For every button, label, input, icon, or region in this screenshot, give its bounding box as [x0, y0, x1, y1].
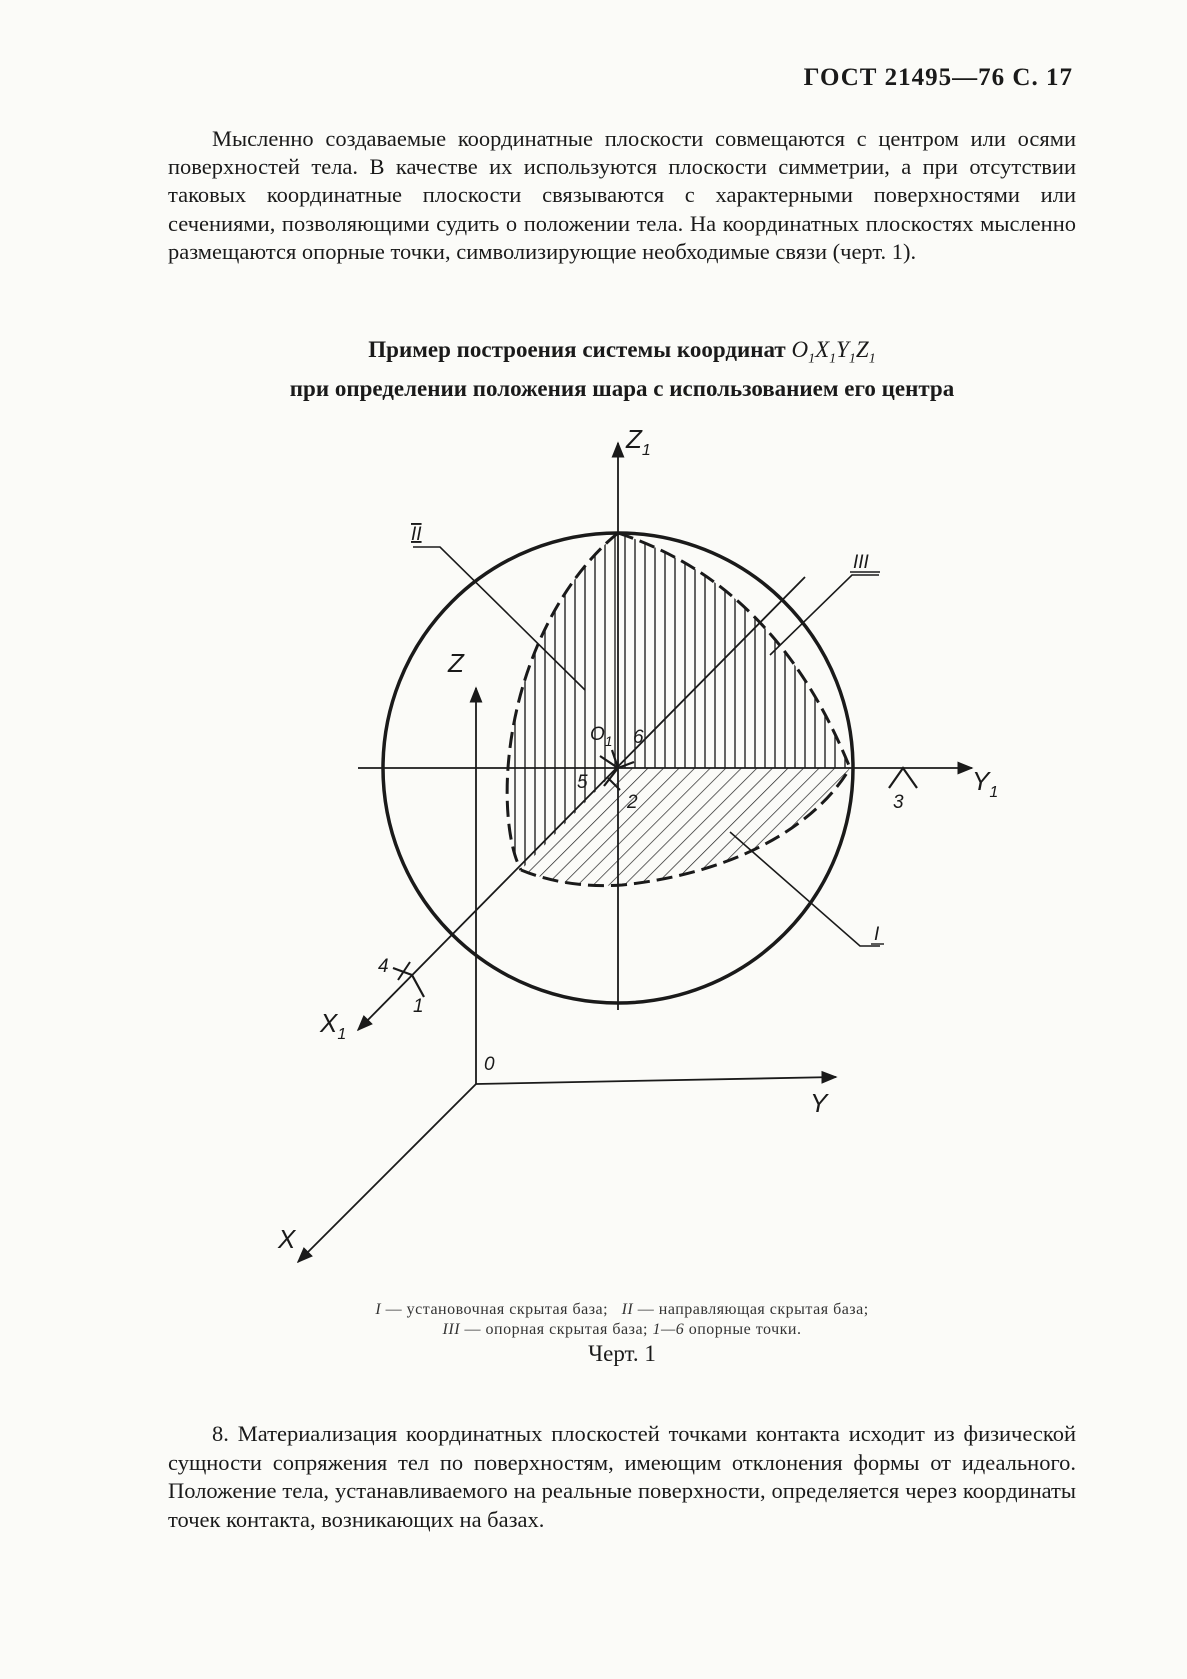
figure-caption: Черт. 1	[588, 1341, 656, 1366]
label-x: X	[278, 1224, 296, 1254]
label-roman-i: I	[874, 924, 880, 945]
label-roman-iii: III	[853, 552, 869, 573]
label-point-4: 4	[378, 956, 389, 977]
label-z1: $Z_1$	[626, 424, 651, 459]
label-point-1: 1	[413, 996, 424, 1017]
label-x1: $X_1$	[320, 1008, 347, 1043]
label-y: Y	[810, 1088, 828, 1118]
label-roman-ii: II	[411, 524, 422, 545]
axis-x	[298, 1084, 476, 1262]
label-z: Z	[448, 648, 464, 678]
page-header: ГОСТ 21495—76 С. 17	[803, 64, 1073, 91]
paragraph-section-8: 8. Материализация координатных плоскостей точками контакта исходит из физической сущности сопряжения тел по поверхностям, имеющим отклонения формы от идеального. Положение тела, устанавливаемого на реальные поверхности, определяется через координаты точек контакта, возникающих на базах.	[168, 1421, 1076, 1532]
label-point-2: 2	[627, 792, 638, 813]
label-o1: $O_1$	[590, 724, 613, 749]
figure-title-math: $O_1X_1Y_1Z_1$	[791, 337, 876, 367]
paragraph-intro: Мысленно создаваемые координатные плоскости совмещаются с центром или осями поверхностей тела. В качестве их используются плоскости симметрии, а при отсутствии таковых координатные плоскости связываются с характерными поверхностями или сечениями, позволяющими судить о положении тела. На координатных плоскостях мысленно размещаются опорные точки, символизирующие необходимые связи (черт. 1).	[168, 126, 1076, 264]
label-y1: $Y_1$	[972, 766, 999, 801]
label-point-6: 6	[633, 727, 644, 748]
figure-title-line2: при определении положения шара с использованием его центра	[289, 375, 955, 401]
plane-iii-vertical-yz	[618, 533, 850, 768]
label-point-5: 5	[577, 772, 588, 793]
label-point-3: 3	[893, 792, 904, 813]
figure-title-line1: Пример построения системы координат	[368, 337, 786, 362]
axis-y	[476, 1077, 836, 1084]
figure-legend: I — установочная скрытая база; II — направляющая скрытая база; III — опорная скрытая база; 1—6 опорные точки.	[375, 1301, 869, 1338]
leader-iii	[770, 575, 879, 655]
label-o: 0	[484, 1054, 495, 1075]
support-point-3-symbol	[889, 768, 917, 788]
